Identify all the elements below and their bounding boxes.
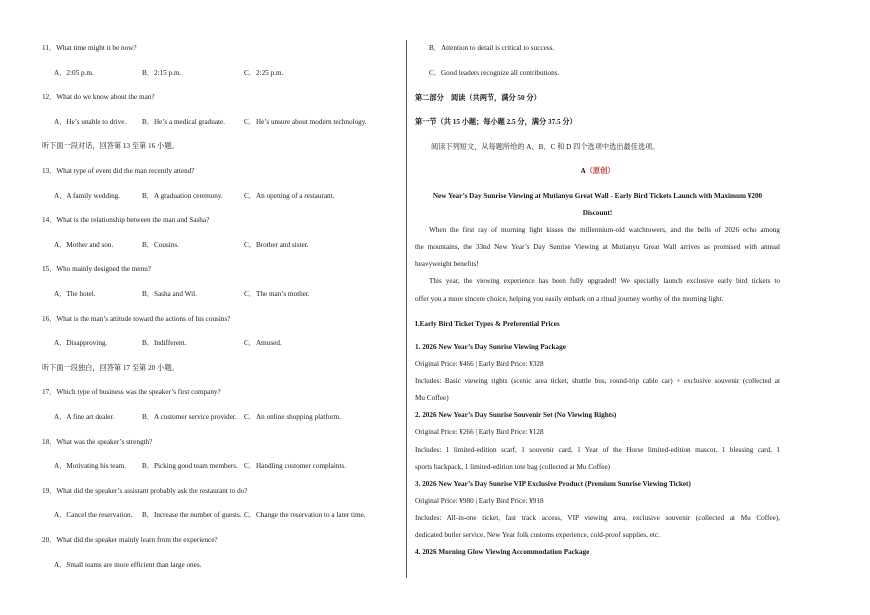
question-line: 15．Who mainly designed the menu?	[42, 265, 151, 274]
ticket-1-price: Original Price: ¥466 | Early Bird Price: ¥328	[415, 360, 544, 368]
original-tag: （原创）	[585, 167, 615, 175]
option-a: A．Motivating his team.	[54, 462, 127, 471]
option-b: B．Picking good team members.	[142, 462, 238, 471]
question-line: 20．What did the speaker mainly learn from the experience?	[42, 536, 218, 544]
paragraph-1-line-3: heavyweight benefits!	[415, 260, 479, 268]
option-a: A．The hotel.	[54, 290, 96, 298]
ticket-section-title: I.Early Bird Ticket Types & Preferential Prices	[415, 320, 560, 328]
option-a: A．A fine art dealer.	[54, 413, 115, 421]
passage-label	[415, 167, 780, 176]
q20-option-c: C．Good leaders recognize all contributions.	[429, 69, 560, 77]
option-a: A．Mother and son.	[54, 240, 114, 249]
ticket-3-title: 3. 2026 New Year’s Day Sunrise VIP Exclusive Product (Premium Sunrise Viewing Ticket)	[415, 480, 691, 488]
option-c: C．An online shopping platform.	[244, 413, 342, 421]
option-c: C．Handling customer complaints.	[244, 462, 347, 471]
option-a: A．A family wedding.	[54, 191, 121, 200]
option-b: B．Increase the number of guests.	[142, 511, 242, 520]
ticket-1-includes: Includes: Basic viewing rights (scenic area ticket, shuttle bus, round-trip cable car) + exclusive souvenir (collected at	[415, 377, 780, 385]
option-c: C．Amused.	[244, 339, 282, 348]
question-line: 12．What do we know about the man?	[42, 93, 155, 102]
question-line: 19．What did the speaker’s assistant probably ask the restaurant to do?	[42, 486, 248, 495]
ticket-3-price: Original Price: ¥980 | Early Bird Price: ¥918	[415, 497, 544, 505]
ticket-1-includes-2: Mu Coffee)	[415, 394, 449, 402]
option-b: B．Indifferent.	[142, 339, 187, 348]
option-b: B．2:15 p.m.	[142, 68, 182, 77]
option-a: A．Disapproving.	[54, 339, 108, 348]
ticket-4-title: 4. 2026 Morning Glow Viewing Accommodation Package	[415, 548, 590, 556]
ticket-3-includes: Includes: All-in-one ticket, fast track access, VIP viewing area, exclusive souvenir (collected at Mu Coffee),	[415, 514, 780, 522]
option-b: B．A customer service provider.	[142, 413, 237, 421]
ticket-3-includes-2: dedicated butler service, New Year folk customs experience, cold-proof supplies, etc.	[415, 531, 660, 539]
q20-option-b: B．Attention to detail is critical to success.	[429, 44, 555, 52]
option-c: C．Brother and sister.	[244, 240, 309, 249]
question-line: 14．What is the relationship between the man and Sasha?	[42, 216, 210, 225]
option-a: A．Small teams are more efficient than large ones.	[54, 560, 202, 569]
option-a: A．2:05 p.m.	[54, 68, 94, 77]
option-c: C．An opening of a restaurant.	[244, 191, 335, 200]
question-line: 17．Which type of business was the speaker’s first company?	[42, 388, 221, 397]
option-c: C．He’s unsure about modern technology.	[244, 117, 367, 126]
ticket-2-includes-2: sports backpack, 1 limited-edition tote bag (collected at Mu Coffee)	[415, 463, 611, 471]
passage-letter: A	[580, 167, 586, 175]
paragraph-1-line-1: When the first ray of morning light kisses the millennium-old watchtowers, and the bells of 2026 echo among	[429, 226, 780, 234]
option-c: C．The man’s mother.	[244, 290, 310, 298]
question-line: 13．What type of event did the man recently attend?	[42, 167, 195, 175]
passage-headline-1: New Year’s Day Sunrise Viewing at Mutianyu Great Wall - Early Bird Tickets Launch with Maximum ¥200	[432, 192, 763, 200]
column-divider	[406, 40, 407, 578]
question-line: 听下面一段对话，回答第 13 至第 16 小题。	[42, 142, 179, 151]
passage-headline-2: Discount!	[582, 209, 613, 217]
ticket-2-title: 2. 2026 New Year’s Day Sunrise Souvenir Set (No Viewing Rights)	[415, 411, 617, 419]
section-one-heading: 第一节（共 15 小题；每小题 2.5 分，满分 37.5 分）	[415, 118, 577, 126]
option-b: B．A graduation ceremony.	[142, 191, 223, 200]
option-a: A．Cancel the reservation.	[54, 511, 133, 520]
paragraph-1-line-2: the mountains, the 33nd New Year’s Day Sunrise Viewing at Mutianyu Great Wall arrives as promised with annual	[415, 243, 780, 251]
option-b: B．Cousins.	[142, 240, 179, 249]
question-line: 16．What is the man’s attitude toward the actions of his cousins?	[42, 314, 231, 323]
question-line: 11．What time might it be now?	[42, 44, 137, 52]
ticket-2-includes: Includes: 1 limited-edition scarf, 1 souvenir card, 1 Year of the Horse limited-edition mascot, 1 blessing card, 1	[415, 446, 780, 454]
paragraph-2-line-2: offer you a more sincere choice, helping you easily embark on a ritual journey worthy of the morning light.	[415, 295, 724, 303]
reading-instruction: 阅读下列短文，从每题所给的 A、B、C 和 D 四个选项中选出最佳选项。	[431, 143, 660, 151]
ticket-1-title: 1. 2026 New Year’s Day Sunrise Viewing Package	[415, 343, 566, 351]
ticket-2-price: Original Price: ¥266 | Early Bird Price: ¥128	[415, 428, 544, 436]
paragraph-2-line-1: This year, the viewing experience has been fully upgraded! We specially launch exclusive early bird tickets to	[429, 277, 780, 285]
question-line: 听下面一段独白，回答第 17 至第 20 小题。	[42, 363, 179, 372]
option-c: C．Change the reservation to a later time.	[244, 511, 366, 520]
option-c: C．2:25 p.m.	[244, 68, 284, 77]
option-b: B．He’s a medical graduate.	[142, 117, 226, 126]
part-two-heading: 第二部分 阅读（共两节，满分 50 分）	[415, 94, 541, 102]
option-b: B．Sasha and Wil.	[142, 290, 197, 298]
option-a: A．He’s unable to drive.	[54, 117, 127, 126]
question-line: 18．What was the speaker’s strength?	[42, 437, 153, 446]
